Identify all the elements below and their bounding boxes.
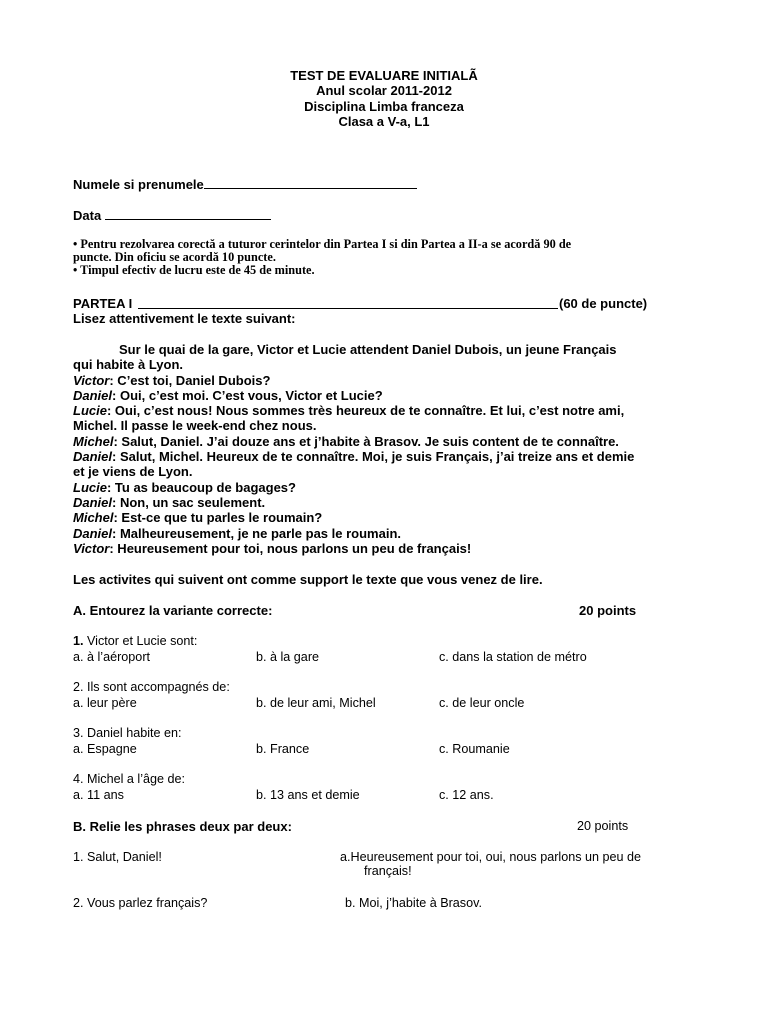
option-b: b. à la gare [256, 650, 320, 664]
speaker-text: : Malheureusement, je ne parle pas le roumain. [112, 525, 401, 541]
match-left-item: 2. Vous parlez français? [73, 896, 208, 910]
reading-text [73, 342, 683, 556]
date-blank-line[interactable] [105, 208, 271, 220]
dialogue-line [73, 388, 683, 403]
question-number: 1. [73, 634, 84, 648]
dialogue-line [73, 495, 683, 510]
match-right-item: b. Moi, j’habite à Brasov. [345, 896, 482, 910]
section-b-points: 20 points [577, 819, 629, 833]
part1-underline [138, 308, 558, 309]
speaker-text: : Salut, Daniel. J’ai douze ans et j’habite à Brasov. Je suis content de te connaître. [113, 433, 619, 449]
speaker-text: : C’est toi, Daniel Dubois? [109, 372, 271, 388]
option-b: b. 13 ans et demie [256, 788, 360, 802]
date-field [73, 208, 271, 223]
instruction-line: puncte. Din oficiu se acordă 10 puncte. [73, 250, 276, 264]
section-a-title: A. Entourez la variante correcte: [73, 603, 273, 618]
speaker-name: Lucie [73, 479, 107, 495]
question-text [73, 634, 197, 649]
dialogue-line [73, 541, 683, 556]
option-a: a. Espagne [73, 742, 137, 756]
question-text [73, 726, 182, 741]
question-label: 3. Daniel habite en: [73, 726, 182, 740]
question-label: 2. Ils sont accompagnés de: [73, 680, 230, 694]
name-blank-line[interactable] [204, 177, 417, 189]
dialogue-line [73, 526, 683, 541]
intro-line: Sur le quai de la gare, Victor et Lucie attendent Daniel Dubois, un jeune Français [119, 342, 617, 357]
instruction-line: • Pentru rezolvarea corectă a tuturor cerintelor din Partea I si din Partea a II-a se acordă 90 de [73, 237, 572, 251]
speaker-name: Daniel [73, 525, 113, 541]
speaker-name: Michel [73, 510, 114, 526]
document-header [0, 68, 768, 129]
speaker-name: Victor [73, 540, 110, 556]
speaker-name: Daniel [73, 494, 113, 510]
name-field [73, 177, 417, 192]
option-a: a. 11 ans [73, 788, 124, 802]
dialogue-line-cont: Michel. Il passe le week-end chez nous. [73, 418, 317, 434]
test-title: TEST DE EVALUARE INITIALÃ [290, 68, 478, 83]
option-c: c. dans la station de métro [439, 650, 587, 664]
speaker-name: Lucie [73, 403, 107, 419]
option-c: c. Roumanie [439, 742, 510, 756]
part1-instruction: Lisez attentivement le texte suivant: [73, 311, 296, 326]
dialogue-line-cont: et je viens de Lyon. [73, 464, 193, 480]
speaker-text: : Est-ce que tu parles le roumain? [113, 510, 323, 526]
name-label: Numele si prenumele [73, 177, 204, 192]
option-b: b. France [256, 742, 310, 756]
option-b: b. de leur ami, Michel [256, 696, 376, 710]
date-label: Data [73, 208, 102, 223]
school-year: Anul scolar 2011-2012 [316, 83, 452, 99]
option-a: a. leur père [73, 696, 137, 710]
section-b-title: B. Relie les phrases deux par deux: [73, 819, 292, 834]
part1-label: PARTEA I [73, 296, 133, 311]
speaker-text: : Non, un sac seulement. [112, 494, 266, 510]
dialogue-line [73, 510, 683, 525]
speaker-text: : Salut, Michel. Heureux de te connaître. Moi, je suis Français, j’ai treize ans et demie [112, 449, 635, 465]
match-right-item-cont: français! [364, 864, 412, 878]
part1-points: (60 de puncte) [559, 296, 648, 311]
dialogue [73, 373, 683, 557]
question-label: 4. Michel a l’âge de: [73, 772, 186, 786]
intro-line: qui habite à Lyon. [73, 357, 184, 373]
dialogue-line [73, 434, 683, 449]
section-a-points: 20 points [579, 603, 637, 618]
activities-note: Les activites qui suivent ont comme support le texte que vous venez de lire. [73, 572, 543, 587]
speaker-name: Victor [73, 372, 110, 388]
dialogue-line [73, 373, 683, 388]
match-left-item: 1. Salut, Daniel! [73, 850, 162, 864]
dialogue-line [73, 403, 683, 418]
dialogue-line [73, 449, 683, 464]
speaker-text: : Oui, c’est nous! Nous sommes très heureux de te connaître. Et lui, c’est notre ami, [106, 403, 625, 419]
speaker-text: : Heureusement pour toi, nous parlons un peu de français! [109, 540, 472, 556]
dialogue-line [73, 480, 683, 495]
question-label: Victor et Lucie sont: [83, 634, 198, 648]
speaker-text: : Oui, c’est moi. C’est vous, Victor et Lucie? [112, 387, 383, 403]
instructions-block [73, 238, 653, 277]
speaker-name: Daniel [73, 387, 113, 403]
speaker-name: Daniel [73, 449, 113, 465]
speaker-name: Michel [73, 433, 114, 449]
question-text [73, 772, 185, 787]
option-c: c. de leur oncle [439, 696, 525, 710]
instruction-line: • Timpul efectiv de lucru este de 45 de minute. [73, 263, 315, 277]
speaker-text: : Tu as beaucoup de bagages? [106, 479, 296, 495]
class-label: Clasa a V-a, L1 [338, 113, 430, 129]
question-text [73, 680, 230, 695]
match-right-item: a.Heureusement pour toi, oui, nous parlons un peu de [340, 850, 642, 864]
discipline: Disciplina Limba franceza [304, 98, 464, 114]
option-c: c. 12 ans. [439, 788, 494, 802]
option-a: a. à l’aéroport [73, 650, 151, 664]
